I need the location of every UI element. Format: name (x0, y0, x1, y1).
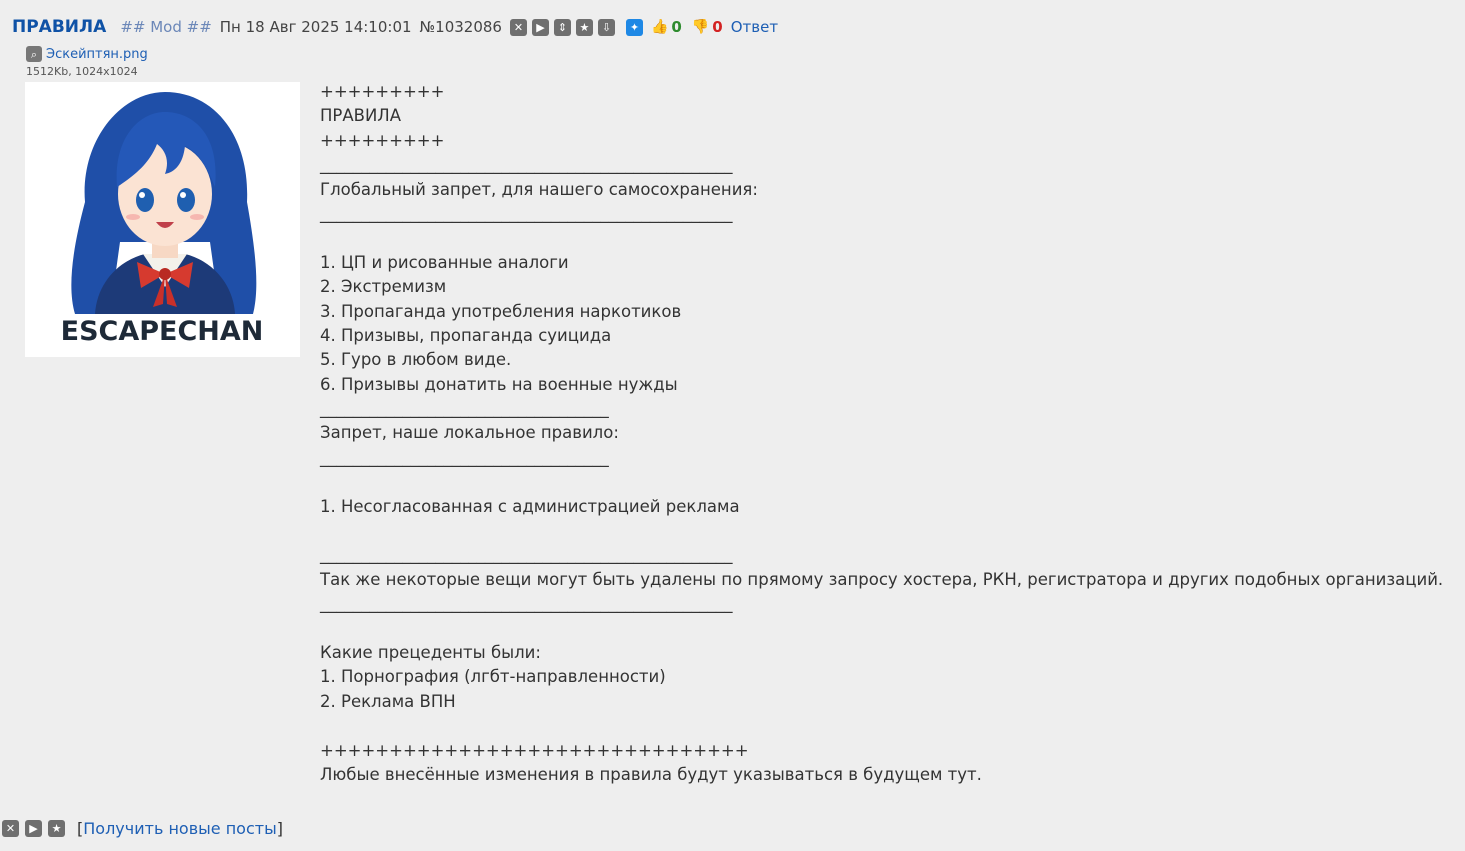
file-meta: 1512Kb, 1024x1024 (26, 65, 138, 78)
post-line (320, 617, 1443, 641)
post-line (320, 470, 1443, 494)
post-line: 1. ЦП и рисованные аналоги (320, 252, 569, 272)
post-line (320, 714, 1443, 738)
post-line: Так же некоторые вещи могут быть удалены по прямому запросу хостера, РКН, регистратора и других подобных организаций. (320, 569, 1444, 589)
file-name-link[interactable]: Эскейптян.png (46, 46, 148, 62)
escapechan-illustration (25, 82, 300, 357)
mod-tag: ## Mod ## (120, 18, 212, 36)
post-line: ___________________________________ (320, 399, 609, 419)
post-line: 2. Экстремизм (320, 277, 447, 297)
updown-icon[interactable]: ⇕ (554, 19, 571, 36)
post-header (12, 16, 778, 38)
post-line: __________________________________________________ (320, 203, 733, 223)
post-line: 2. Реклама ВПН (320, 691, 456, 711)
dislike-count: 0 (712, 18, 723, 36)
post-line: Глобальный запрет, для нашего самосохранения: (320, 179, 758, 199)
post-line (320, 519, 1443, 543)
post-line (320, 226, 1443, 250)
file-name-row (26, 46, 148, 62)
file-info (26, 46, 148, 77)
hide-icon[interactable]: ✕ (2, 820, 19, 837)
post-line: 5. Гуро в любом виде. (320, 350, 512, 370)
post-body (320, 80, 1443, 787)
post-line: __________________________________________________ (320, 545, 733, 565)
reply-link[interactable]: Ответ (730, 18, 779, 36)
hide-icon[interactable]: ✕ (510, 19, 527, 36)
post-line: 3. Пропаганда употребления наркотиков (320, 301, 682, 321)
post-image[interactable] (25, 82, 300, 357)
post-line: ПРАВИЛА (320, 106, 402, 126)
search-icon[interactable]: ⌕ (26, 46, 42, 62)
post-line: __________________________________________________ (320, 594, 733, 614)
get-new-posts-link[interactable]: Получить новые посты (83, 818, 277, 838)
post-line: Запрет, наше локальное правило: (320, 423, 619, 443)
bracket-open: [ (77, 818, 84, 838)
play-icon[interactable]: ▶ (532, 19, 549, 36)
post-line: __________________________________________________ (320, 155, 733, 175)
post-line: ___________________________________ (320, 447, 609, 467)
star-icon[interactable]: ★ (48, 820, 65, 837)
thumbs-down-icon[interactable]: 👎 (691, 19, 710, 35)
post-line: +++++++++ (320, 130, 445, 150)
play-icon[interactable]: ▶ (25, 820, 42, 837)
post-line: +++++++++ (320, 82, 445, 101)
thumbs-up-icon[interactable]: 👍 (650, 19, 669, 35)
post-number[interactable]: №1032086 (419, 18, 502, 36)
post-date: Пн 18 Авг 2025 14:10:01 (219, 18, 412, 36)
pin-icon[interactable]: ✦ (626, 19, 643, 36)
post-line: Любые внесённые изменения в правила будут указываться в будущем тут. (320, 764, 982, 784)
image-caption: ESCAPECHAN (60, 316, 264, 347)
post-line: Какие прецеденты были: (320, 642, 541, 662)
post-line: 6. Призывы донатить на военные нужды (320, 374, 678, 394)
star-icon[interactable]: ★ (576, 19, 593, 36)
post-line: +++++++++++++++++++++++++++++++ (320, 740, 749, 760)
post-line: 1. Порнография (лгбт-направленности) (320, 667, 666, 687)
download-icon[interactable]: ⇩ (598, 19, 615, 36)
post-line: 4. Призывы, пропаганда суицида (320, 325, 612, 345)
bracket-close: ] (276, 818, 283, 838)
like-count: 0 (671, 18, 682, 36)
thread-footer (2, 817, 283, 839)
post-line: 1. Несогласованная с администрацией реклама (320, 496, 740, 516)
post-subject: ПРАВИЛА (12, 17, 107, 37)
